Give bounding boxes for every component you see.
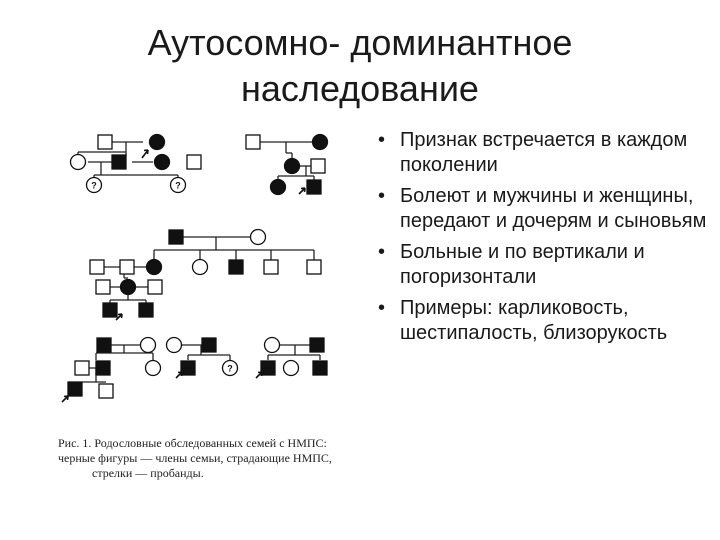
proband-arrow-icon bbox=[176, 372, 182, 378]
bullet-item bbox=[370, 128, 710, 178]
pedigree-male-unaffected bbox=[96, 280, 110, 294]
pedigree-male-unaffected bbox=[90, 260, 104, 274]
pedigree-male-unaffected bbox=[264, 260, 278, 274]
unknown-mark: ? bbox=[227, 363, 233, 374]
figure-caption bbox=[58, 436, 348, 481]
bullet-list bbox=[370, 128, 710, 352]
bullet-text: Примеры: карликовость, шестипалость, близорукость bbox=[400, 297, 668, 344]
bullet-text: Больные и по вертикали и погоризонтали bbox=[400, 241, 645, 288]
pedigree-female-unaffected bbox=[284, 361, 299, 376]
slide-title bbox=[0, 20, 720, 112]
bullet-dot-icon: • bbox=[378, 185, 386, 207]
pedigree-male-affected bbox=[96, 361, 110, 375]
pedigree-female-affected bbox=[271, 180, 286, 195]
bullet-item bbox=[370, 240, 710, 290]
pedigree-male-unaffected bbox=[148, 280, 162, 294]
proband-arrow-icon bbox=[299, 188, 305, 194]
unknown-mark: ? bbox=[175, 180, 181, 191]
pedigree-male-affected bbox=[139, 303, 153, 317]
pedigree-male-affected bbox=[103, 303, 117, 317]
pedigree-male-affected bbox=[307, 180, 321, 194]
figure-caption-line-3: стрелки — пробанды. bbox=[92, 466, 204, 480]
pedigree-male-affected bbox=[97, 338, 111, 352]
pedigree-male-affected bbox=[112, 155, 126, 169]
bullet-text: Болеют и мужчины и женщины, передают и дочерям и сыновьям bbox=[400, 185, 707, 232]
pedigree-male-unaffected bbox=[98, 135, 112, 149]
bullet-dot-icon: • bbox=[378, 129, 386, 151]
unknown-mark: ? bbox=[91, 180, 97, 191]
pedigree-male-unaffected bbox=[307, 260, 321, 274]
bullet-dot-icon: • bbox=[378, 297, 386, 319]
bullet-text: Признак встречается в каждом поколении bbox=[400, 129, 688, 176]
pedigree-female-unaffected bbox=[167, 338, 182, 353]
pedigree-female-affected bbox=[155, 155, 170, 170]
slide-title-line-1: Аутосомно- доминантное bbox=[147, 22, 573, 63]
pedigree-male-affected bbox=[202, 338, 216, 352]
pedigree-male-affected bbox=[169, 230, 183, 244]
bullet-item bbox=[370, 296, 710, 346]
proband-arrow-icon bbox=[256, 372, 262, 378]
bullet-dot-icon: • bbox=[378, 241, 386, 263]
pedigree-female-unaffected bbox=[146, 361, 161, 376]
figure-caption-line-1: Рис. 1. Родословные обследованных семей с НМПС: bbox=[58, 436, 327, 450]
pedigree-male-unaffected bbox=[120, 260, 134, 274]
pedigree-female-affected bbox=[285, 159, 300, 174]
pedigree-female-affected bbox=[147, 260, 162, 275]
pedigree-male-affected bbox=[229, 260, 243, 274]
pedigree-male-affected bbox=[181, 361, 195, 375]
slide-title-line-2: наследование bbox=[241, 68, 479, 109]
proband-arrow-icon bbox=[142, 150, 148, 158]
proband-arrow-icon bbox=[62, 396, 68, 402]
pedigree-female-affected bbox=[150, 135, 165, 150]
pedigree-male-unaffected bbox=[187, 155, 201, 169]
pedigree-male-affected bbox=[261, 361, 275, 375]
pedigree-male-unaffected bbox=[99, 384, 113, 398]
pedigree-male-affected bbox=[313, 361, 327, 375]
pedigree-male-affected bbox=[310, 338, 324, 352]
pedigree-male-unaffected bbox=[75, 361, 89, 375]
bullet-item bbox=[370, 184, 710, 234]
pedigree-female-unaffected bbox=[71, 155, 86, 170]
pedigree-female-unaffected bbox=[193, 260, 208, 275]
pedigree-female-unaffected bbox=[265, 338, 280, 353]
pedigree-female-affected bbox=[313, 135, 328, 150]
pedigree-male-unaffected bbox=[311, 159, 325, 173]
pedigree-female-unaffected bbox=[141, 338, 156, 353]
pedigree-male-unaffected bbox=[246, 135, 260, 149]
pedigree-male-affected bbox=[68, 382, 82, 396]
figure-caption-line-2: черные фигуры — члены семьи, страдающие НМПС, bbox=[58, 451, 332, 465]
pedigree-figure bbox=[58, 120, 350, 435]
pedigree-female-affected bbox=[121, 280, 136, 295]
pedigree-female-unaffected bbox=[251, 230, 266, 245]
